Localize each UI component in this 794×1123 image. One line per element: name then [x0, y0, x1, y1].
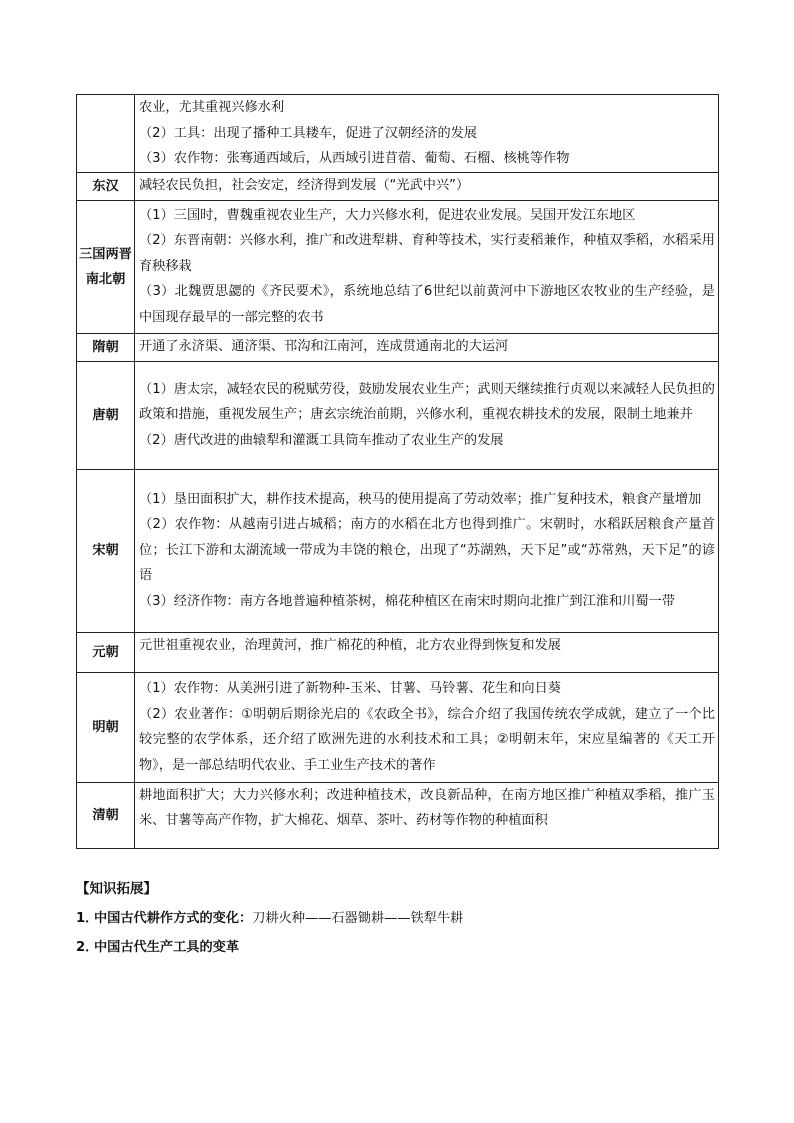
table-row-sui	[77, 333, 719, 361]
content-line: （1）垦田面积扩大，耕作技术提高，秧马的使用提高了劳动效率；推广复种技术，粮食产量增加	[139, 491, 702, 507]
content-line: （1）农作物：从美洲引进了新物种-玉米、甘薯、马铃薯、花生和向日葵	[139, 681, 561, 696]
content-line: （1）三国时，曹魏重视农业生产，大力兴修水利，促进农业发展。吴国开发江东地区	[139, 207, 636, 223]
table-row-ming	[77, 672, 719, 782]
content-line: （2）唐代改进的曲辕犁和灌溉工具筒车推动了农业生产的发展	[139, 432, 504, 448]
content-line: 元世祖重视农业，治理黄河，推广棉花的种植，北方农业得到恢复和发展	[139, 637, 561, 653]
table-row-eastern-han	[77, 172, 719, 200]
content-line: （2）工具：出现了播种工具耧车，促进了汉朝经济的发展	[139, 125, 478, 141]
table-row-song	[77, 469, 719, 632]
content-line: 农业，尤其重视兴修水利	[139, 100, 285, 115]
content-line: 耕地面积扩大；大力兴修水利；改进种植技术，改良新品种，在南方地区推广种植双季稻，推广玉米、甘薯等高产作物，扩大棉花、烟草、茶叶、药材等作物的种植面积	[139, 787, 715, 828]
era-cell: 宋朝	[77, 469, 135, 632]
content-cell	[135, 632, 719, 672]
era-cell: 元朝	[77, 632, 135, 672]
item-number: 2．	[76, 940, 99, 955]
era-cell-empty	[77, 95, 135, 173]
content-line: （2）东晋南朝：兴修水利，推广和改进犁耕、育种等技术，实行麦稻兼作，种植双季稻，水稻采用育秧移栽	[139, 233, 715, 274]
item-label: 中国古代生产工具的变革	[94, 940, 240, 955]
content-cell	[135, 672, 719, 782]
section-title-extension: 【知识拓展】	[76, 881, 157, 897]
content-cell	[135, 200, 719, 333]
content-cell	[135, 361, 719, 469]
content-line: （2）农业著作：①明朝后期徐光启的《农政全书》，综合介绍了我国传统农学成就，建立了一个比较完整的农学体系，还介绍了欧洲先进的水利技术和工具；②明朝末年，宋应星编著的《天工开物》，是一部总结明代农业、手工业生产技术的著作	[139, 706, 715, 773]
content-cell	[135, 782, 719, 848]
era-cell: 东汉	[77, 172, 135, 200]
content-line: （3）北魏贾思勰的《齐民要术》，系统地总结了6世纪以前黄河中下游地区农牧业的生产经验，是中国现存最早的一部完整的农书	[139, 284, 715, 325]
content-cell	[135, 95, 719, 173]
extension-item	[76, 937, 239, 959]
content-line: （3）农作物：张骞通西域后，从西域引进苜蓿、葡萄、石榴、核桃等作物	[139, 151, 570, 166]
table-row-yuan	[77, 632, 719, 672]
dynasty-agriculture-table	[76, 94, 719, 849]
table-row-qing	[77, 782, 719, 848]
content-line: 减轻农民负担，社会安定，经济得到发展（“光武中兴”）	[139, 178, 470, 194]
content-cell	[135, 172, 719, 200]
content-line: （2）农作物：从越南引进占城稻；南方的水稻在北方也得到推广。宋朝时，水稻跃居粮食产量首位；长江下游和太湖流域一带成为丰饶的粮仓，出现了“苏湖熟，天下足”或“苏常熟，天下足”的谚语	[139, 517, 715, 584]
table-row-three-kingdoms	[77, 200, 719, 333]
content-cell	[135, 333, 719, 361]
era-line: 南北朝	[85, 271, 126, 287]
era-cell	[77, 200, 135, 333]
content-line: 开通了永济渠、通济渠、邗沟和江南河，连成贯通南北的大运河	[139, 339, 509, 355]
item-text: 刀耕火种——石器锄耕——铁犁牛耕	[252, 911, 464, 926]
era-cell: 清朝	[77, 782, 135, 848]
item-number: 1．	[76, 911, 99, 926]
content-line: （3）经济作物：南方各地普遍种植茶树，棉花种植区在南宋时期向北推广到江淮和川蜀一带	[139, 593, 675, 609]
era-line: 三国两晋	[79, 246, 132, 262]
era-cell: 隋朝	[77, 333, 135, 361]
item-label: 中国古代耕作方式的变化：	[94, 911, 253, 926]
table-row-tang	[77, 361, 719, 469]
content-cell	[135, 469, 719, 632]
era-cell: 明朝	[77, 672, 135, 782]
era-cell: 唐朝	[77, 361, 135, 469]
extension-item	[76, 908, 463, 930]
table-row-western-han-cont	[77, 95, 719, 173]
content-line: （1）唐太宗，减轻农民的税赋劳役，鼓励发展农业生产；武则天继续推行贞观以来减轻人民负担的政策和措施，重视发展生产；唐玄宗统治前期，兴修水利，重视农耕技术的发展，限制土地兼并	[139, 381, 715, 423]
